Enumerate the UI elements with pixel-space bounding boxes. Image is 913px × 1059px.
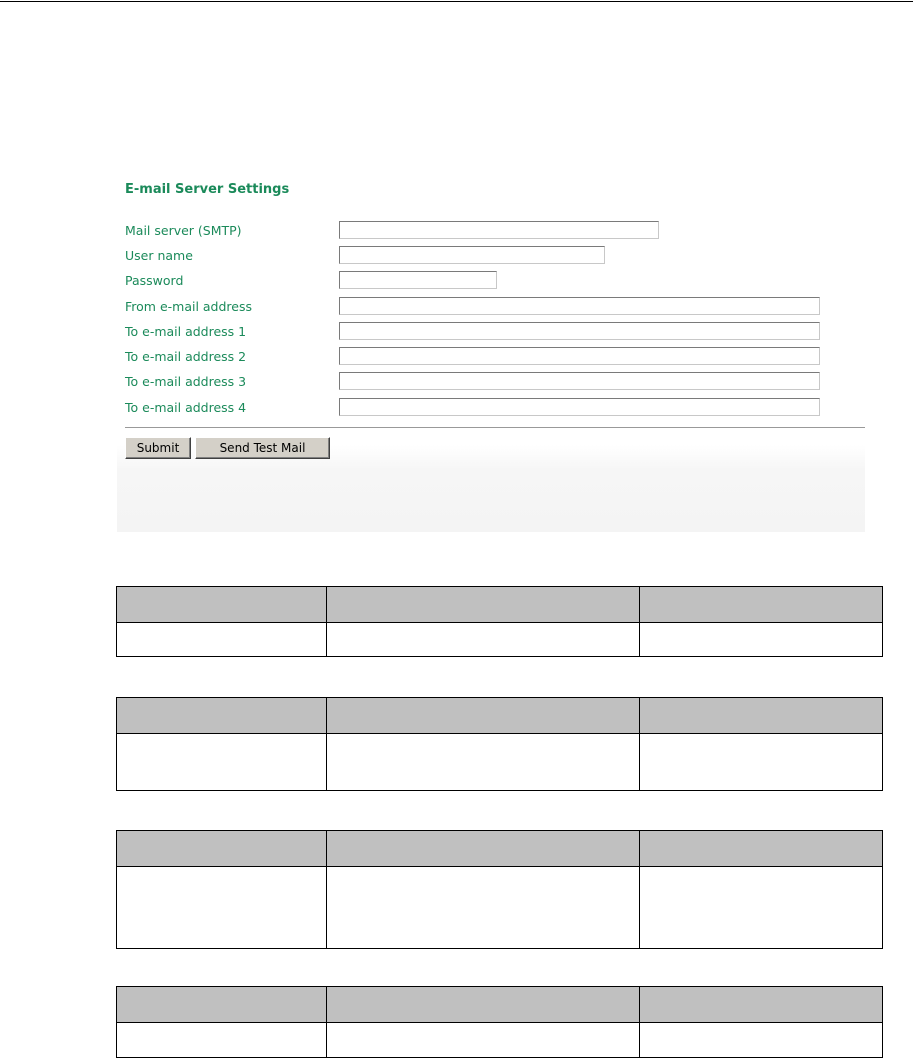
page-top-rule bbox=[0, 1, 913, 2]
table-cell bbox=[117, 734, 327, 791]
table-header-row bbox=[117, 831, 883, 867]
form-divider bbox=[125, 427, 865, 429]
table-header-cell bbox=[640, 831, 883, 867]
table-cell bbox=[640, 1023, 883, 1058]
send-test-mail-button[interactable]: Send Test Mail bbox=[195, 437, 330, 459]
form-row-to-address-2 bbox=[117, 347, 865, 367]
to-address-3-input[interactable] bbox=[339, 372, 820, 390]
form-row-from-address bbox=[117, 297, 865, 317]
table-row bbox=[117, 623, 883, 657]
to-address-4-input[interactable] bbox=[339, 398, 820, 416]
parameter-table-1 bbox=[116, 586, 883, 657]
parameter-table-2 bbox=[116, 697, 883, 791]
table-header-cell bbox=[640, 987, 883, 1023]
table-row bbox=[117, 867, 883, 949]
form-row-to-address-1 bbox=[117, 322, 865, 342]
from-address-label: From e-mail address bbox=[125, 299, 253, 314]
mail-server-label: Mail server (SMTP) bbox=[125, 223, 242, 238]
table-row bbox=[117, 1023, 883, 1058]
to-address-2-label: To e-mail address 2 bbox=[125, 349, 247, 364]
from-address-input[interactable] bbox=[339, 297, 820, 315]
to-address-3-label: To e-mail address 3 bbox=[125, 374, 247, 389]
table-header-cell bbox=[117, 831, 327, 867]
table-header-cell bbox=[117, 698, 327, 734]
parameter-table-3 bbox=[116, 830, 883, 949]
table-row bbox=[117, 734, 883, 791]
table-cell bbox=[640, 867, 883, 949]
table-header-row bbox=[117, 987, 883, 1023]
table-cell bbox=[327, 734, 640, 791]
table-header-cell bbox=[640, 587, 883, 623]
mail-server-input[interactable] bbox=[339, 221, 659, 239]
table-cell bbox=[117, 1023, 327, 1058]
email-server-settings-panel bbox=[117, 170, 865, 532]
table-cell bbox=[640, 623, 883, 657]
to-address-1-input[interactable] bbox=[339, 322, 820, 340]
user-name-input[interactable] bbox=[339, 246, 605, 264]
table-cell bbox=[117, 867, 327, 949]
form-row-to-address-4 bbox=[117, 398, 865, 418]
table-cell bbox=[327, 1023, 640, 1058]
table-header-cell bbox=[117, 987, 327, 1023]
to-address-2-input[interactable] bbox=[339, 347, 820, 365]
form-row-to-address-3 bbox=[117, 372, 865, 392]
table-cell bbox=[117, 623, 327, 657]
table-header-cell bbox=[327, 587, 640, 623]
form-row-password bbox=[117, 271, 865, 291]
submit-button[interactable]: Submit bbox=[125, 437, 191, 459]
to-address-4-label: To e-mail address 4 bbox=[125, 400, 247, 415]
form-row-mail-server bbox=[117, 221, 865, 241]
table-cell bbox=[327, 623, 640, 657]
password-label: Password bbox=[125, 273, 184, 288]
panel-title: E-mail Server Settings bbox=[125, 182, 290, 197]
to-address-1-label: To e-mail address 1 bbox=[125, 324, 247, 339]
table-header-cell bbox=[327, 698, 640, 734]
password-input[interactable] bbox=[339, 271, 497, 289]
table-cell bbox=[640, 734, 883, 791]
table-header-cell bbox=[327, 987, 640, 1023]
table-header-cell bbox=[117, 587, 327, 623]
table-header-cell bbox=[640, 698, 883, 734]
table-header-row bbox=[117, 698, 883, 734]
form-row-user-name bbox=[117, 246, 865, 266]
table-header-cell bbox=[327, 831, 640, 867]
table-cell bbox=[327, 867, 640, 949]
user-name-label: User name bbox=[125, 248, 193, 263]
table-header-row bbox=[117, 587, 883, 623]
parameter-table-4 bbox=[116, 986, 883, 1058]
